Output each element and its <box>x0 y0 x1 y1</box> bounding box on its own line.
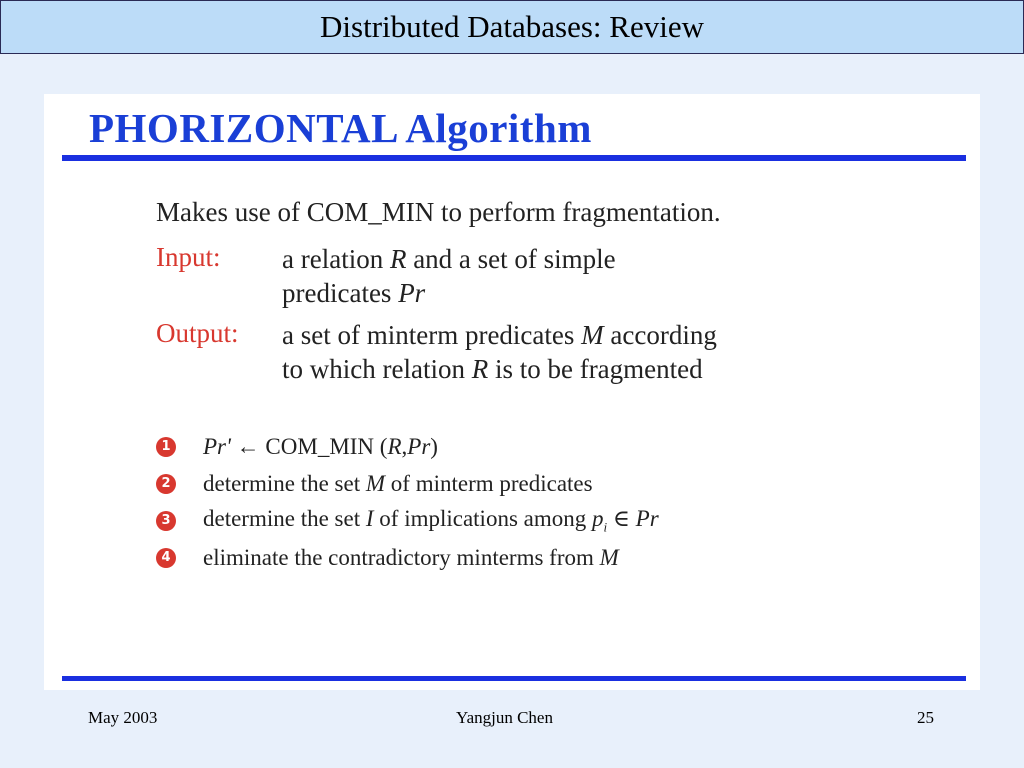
step-text: eliminate the contradictory minterms from M <box>203 544 619 570</box>
output-text-1a: a set of minterm predicates <box>282 320 582 350</box>
input-text-2a: predicates <box>282 278 399 308</box>
input-description <box>282 242 922 310</box>
footer-author: Yangjun Chen <box>456 708 553 727</box>
slide-title: Distributed Databases: Review <box>320 9 704 44</box>
input-text-1b: and a set of simple <box>406 244 616 274</box>
input-label: Input: <box>156 242 221 272</box>
output-label: Output: <box>156 318 239 348</box>
intro-text: Makes use of COM_MIN to perform fragmentation. <box>156 197 721 227</box>
output-description <box>282 318 922 386</box>
footer-page-number: 25 <box>917 708 934 727</box>
slide-heading: PHORIZONTAL Algorithm <box>89 105 592 151</box>
step-item <box>156 502 659 539</box>
slide-header <box>0 0 1024 54</box>
heading-divider <box>62 155 966 161</box>
input-text-1a: a relation <box>282 244 390 274</box>
step-number-icon: 4 <box>156 548 176 568</box>
step-text: Pr' ← COM_MIN (R,Pr) <box>203 433 438 459</box>
step-text: determine the set M of minterm predicates <box>203 470 593 496</box>
output-text-2a: to which relation <box>282 354 472 384</box>
step-item <box>156 428 659 465</box>
footer-date: May 2003 <box>88 708 158 727</box>
output-var-r: R <box>471 354 489 384</box>
step-item <box>156 465 659 502</box>
input-var-pr: Pr <box>398 278 426 308</box>
output-text-2b: is to be fragmented <box>488 354 703 384</box>
output-var-m: M <box>581 320 604 350</box>
step-item <box>156 539 659 576</box>
output-text-1b: according <box>603 320 717 350</box>
step-number-icon: 2 <box>156 474 176 494</box>
bottom-divider <box>62 676 966 681</box>
step-text: determine the set I of implications among $p_i$ ∈ Pr <box>203 505 659 535</box>
input-var-r: R <box>389 244 407 274</box>
algorithm-steps <box>156 428 659 576</box>
step-number-icon: 3 <box>156 511 176 531</box>
slide-image-panel <box>44 94 980 690</box>
step-number-icon: 1 <box>156 437 176 457</box>
